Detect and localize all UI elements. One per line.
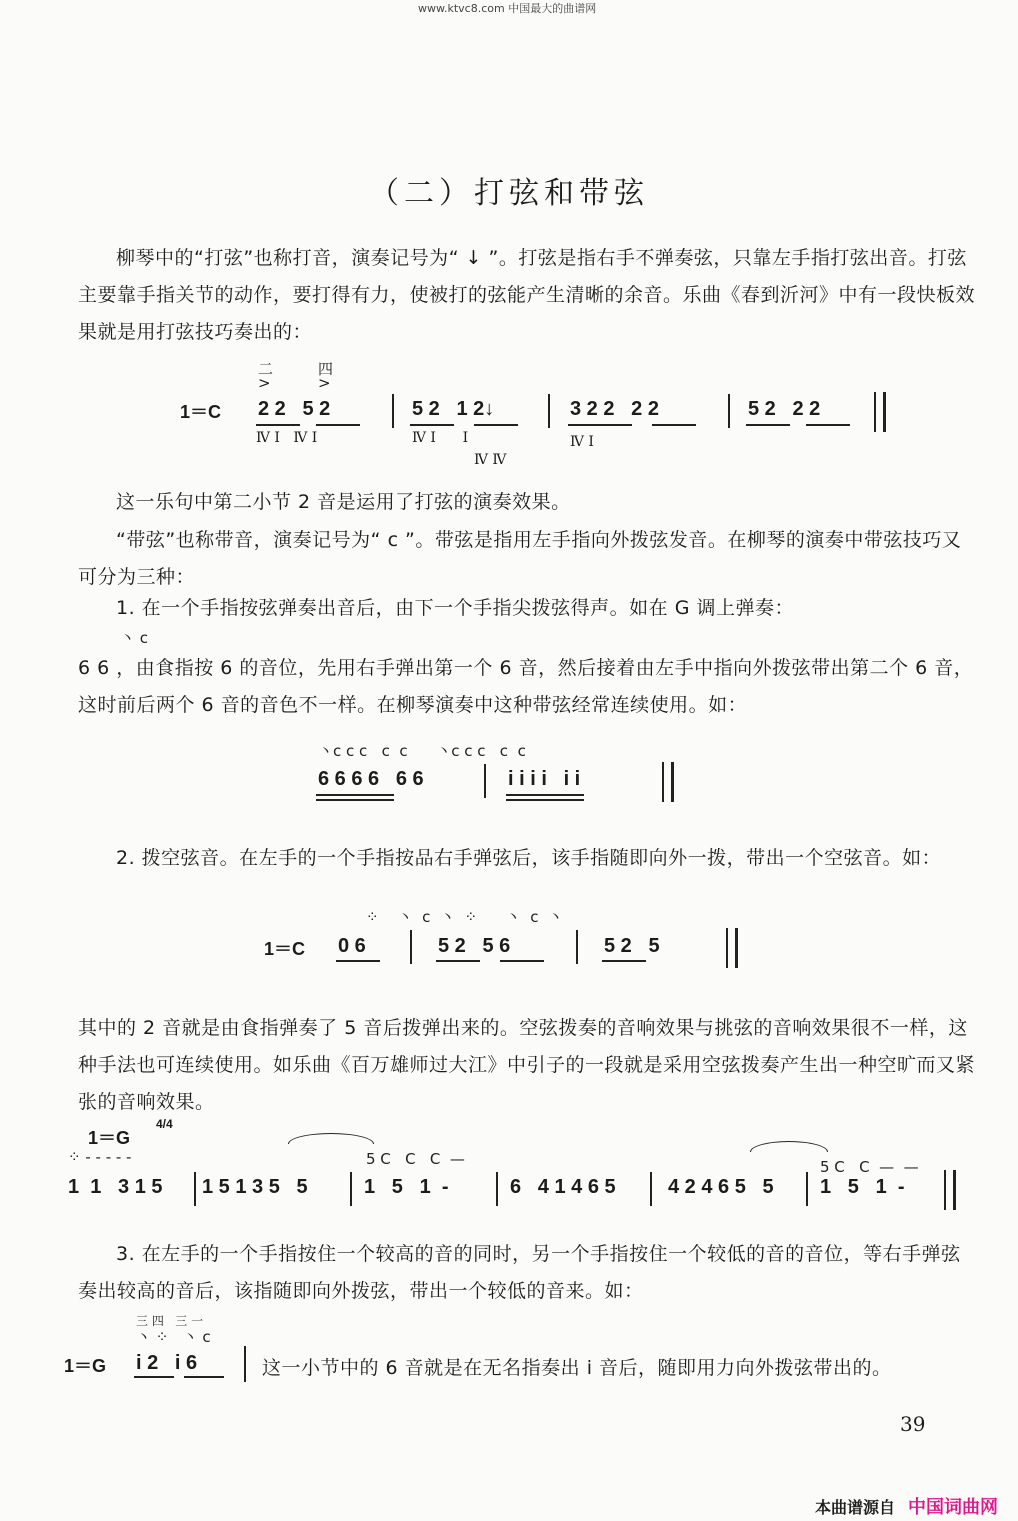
score3-measure-3: 5 2 5 <box>604 935 660 957</box>
beam <box>316 794 394 796</box>
score4-measure-3: 1 5 1 - <box>364 1176 449 1198</box>
time-signature: 4/4 <box>156 1117 173 1131</box>
paragraph-9: 这一小节中的 6 音就是在无名指奏出 i 音后，随即用力向外拨弦带出的。 <box>262 1357 892 1379</box>
barline <box>410 930 412 964</box>
paragraph-8: 3. 在左手的一个手指按住一个较高的音的同时，另一个手指按住一个较低的音的音位，等右手弹弦奏出较高的音后，该指随即向外拨弦，带出一个较低的音来。如： <box>78 1243 961 1302</box>
barline <box>194 1172 196 1206</box>
score3-marks: ⁘ 丶 c 丶 ⁘ 丶 c 丶 <box>366 908 563 926</box>
score4-upper: 5 C C C — <box>366 1150 465 1168</box>
score4-upper: 5 C C — — <box>820 1158 919 1176</box>
beam <box>746 424 790 426</box>
final-barline <box>662 762 674 802</box>
footer-source-label: 本曲谱源自 <box>815 1498 896 1517</box>
score4-measure-4: 6 4 1 4 6 5 <box>510 1176 616 1198</box>
barline <box>484 764 486 798</box>
barline <box>576 930 578 964</box>
score4-measure-6: 1 5 1 - <box>820 1176 905 1198</box>
score2-marks: 丶c c c c c 丶c c c c c <box>318 742 526 760</box>
beam <box>806 424 850 426</box>
beam <box>336 960 380 962</box>
score4-measure-5: 4 2 4 6 5 5 <box>668 1176 774 1198</box>
tremolo-mark: ⁘ - - - - - <box>68 1148 132 1166</box>
score2-measure-2: i i i i i i <box>508 768 581 790</box>
beam <box>184 1376 224 1378</box>
barline <box>806 1172 808 1206</box>
slur <box>750 1141 828 1152</box>
score2-measure-1: 6 6 6 6 6 6 <box>318 768 424 790</box>
accent-mark: > <box>258 374 271 392</box>
key-signature: 1＝C <box>180 402 222 422</box>
barline <box>392 394 394 428</box>
barline <box>728 394 730 428</box>
fingering-row: Ⅳ Ⅰ Ⅳ Ⅰ <box>256 430 318 446</box>
paragraph-4: 1. 在一个手指按弦弹奏出音后，由下一个手指尖拨弦得声。如在 G 调上弹奏： <box>116 597 794 619</box>
site-header: www.ktvc8.com 中国最大的曲谱网 <box>418 2 597 15</box>
key-signature: 1＝G <box>88 1128 131 1148</box>
paragraph-5: 6 6 ，由食指按 6 的音位，先用右手弹出第一个 6 音，然后接着由左手中指向外拨弦带出第二个 6 音，这时前后两个 6 音的音色不一样。在柳琴演奏中这种带弦经常连续使用。如： <box>78 657 974 716</box>
beam <box>652 424 696 426</box>
fingering-row: Ⅳ Ⅰ <box>570 434 594 450</box>
key-signature: 1＝C <box>264 939 306 959</box>
paragraph-2: 这一乐句中第二小节 2 音是运用了打弦的演奏效果。 <box>116 491 571 513</box>
footer-brand-link[interactable]: 中国词曲网 <box>908 1497 998 1518</box>
beam <box>506 794 584 796</box>
section-title: （二）打弦和带弦 <box>369 176 649 211</box>
fingering-row: Ⅳ Ⅳ <box>474 452 507 468</box>
fingering-row: Ⅳ Ⅰ Ⅰ <box>412 430 469 446</box>
paragraph-3: “带弦”也称带音，演奏记号为“ c ”。带弦是指用左手指向外拨弦发音。在柳琴的演奏中带弦技巧又可分为三种： <box>78 529 962 588</box>
beam <box>474 424 518 426</box>
pluck-mark: 丶 c <box>120 629 149 647</box>
paragraph-1: 柳琴中的“打弦”也称打音，演奏记号为“ ↓ ”。打弦是指右手不弹奏弦，只靠左手指打弦出音。打弦主要靠手指关节的动作，要打得有力，使被打的弦能产生清晰的余音。乐曲《春到沂河》中有一段快板效果就是用打弦技巧奏出的： <box>78 247 976 343</box>
beam <box>316 799 394 801</box>
beam <box>500 960 544 962</box>
paragraph-6: 2. 拨空弦音。在左手的一个手指按品右手弹弦后，该手指随即向外一拨，带出一个空弦音。如： <box>116 847 942 869</box>
beam <box>602 960 646 962</box>
slur <box>288 1133 374 1144</box>
barline <box>496 1172 498 1206</box>
beam <box>410 424 454 426</box>
accent-mark: > <box>318 374 331 392</box>
final-barline <box>726 928 738 968</box>
finger-marks: 三 四 三 一 <box>136 1314 204 1328</box>
score1-measure-1: 2 2 5 2 <box>258 398 331 420</box>
score5-measure: i 2 i 6 <box>136 1352 198 1374</box>
finger-mark-2: 二 <box>258 360 274 378</box>
score3-measure-2: 5 2 5 6 <box>438 935 511 957</box>
final-barline <box>874 392 886 432</box>
beam <box>316 424 360 426</box>
barline <box>244 1346 246 1382</box>
pluck-marks: 丶 ⁘ 丶 c <box>136 1328 211 1346</box>
paragraph-7: 其中的 2 音就是由食指弹奏了 5 音后拨弹出来的。空弦拨奏的音响效果与挑弦的音响效果很不一样，这种手法也可连续使用。如乐曲《百万雄师过大江》中引子的一段就是采用空弦拨奏产生出一种空旷而又紧张的音响效果。 <box>78 1017 976 1113</box>
score1-measure-4: 5 2 2 2 <box>748 398 821 420</box>
barline <box>650 1172 652 1206</box>
beam <box>134 1376 174 1378</box>
score3-measure-1: 0 6 <box>338 935 366 957</box>
beam <box>436 960 480 962</box>
barline <box>350 1172 352 1206</box>
finger-mark-4: 四 <box>318 360 334 378</box>
key-signature: 1＝G <box>64 1356 107 1376</box>
beam <box>506 799 584 801</box>
final-barline <box>944 1170 956 1210</box>
score1-measure-2: 5 2 1 2↓ <box>412 398 495 420</box>
barline <box>548 394 550 428</box>
score4-measure-2: 1 5 1 3 5 5 <box>202 1176 308 1198</box>
beam <box>568 424 632 426</box>
beam <box>256 424 300 426</box>
page-number: 39 <box>900 1412 926 1436</box>
score1-measure-3: 3 2 2 2 2 <box>570 398 659 420</box>
score4-measure-1: 1 1 3 1 5 <box>68 1176 163 1198</box>
